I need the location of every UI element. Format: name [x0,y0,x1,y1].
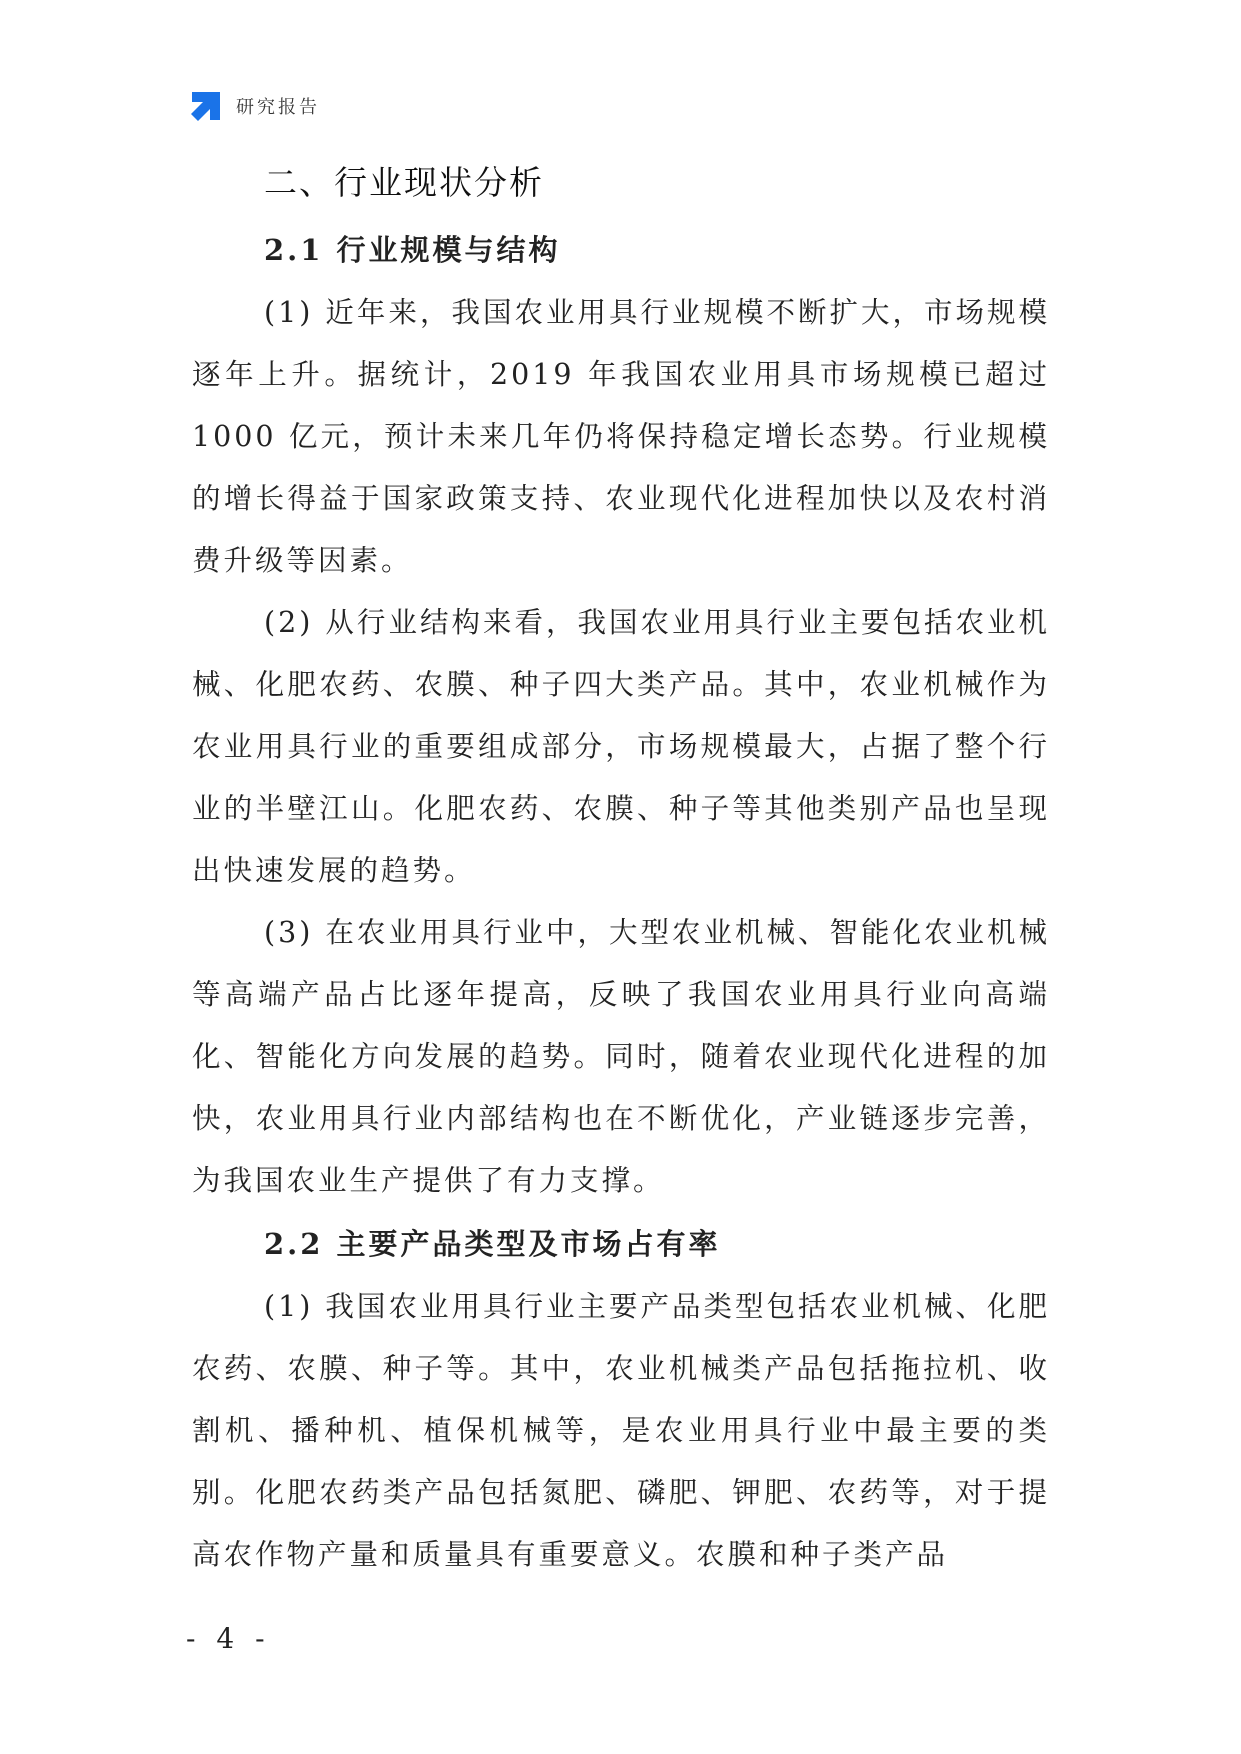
arrow-logo-icon [190,90,222,122]
page-header [190,90,320,122]
paragraph-2-1-1: (1) 近年来，我国农业用具行业规模不断扩大，市场规模逐年上升。据统计，2019 年我国农业用具市场规模已超过 1000 亿元，预计未来几年仍将保持稳定增长态势。行业规模的增长得益于国家政策支持、农业现代化进程加快以及农村消费升级等因素。 [192,296,1050,577]
paragraph-2-2-1: (1) 我国农业用具行业主要产品类型包括农业机械、化肥农药、农膜、种子等。其中，农业机械类产品包括拖拉机、收割机、播种机、植保机械等，是农业用具行业中最主要的类别。化肥农药类产品包括氮肥、磷肥、钾肥、农药等，对于提高农作物产量和质量具有重要意义。农膜和种子类产品 [192,1290,1050,1571]
paragraph-2-1-3: (3) 在农业用具行业中，大型农业机械、智能化农业机械等高端产品占比逐年提高，反映了我国农业用具行业向高端化、智能化方向发展的趋势。同时，随着农业现代化进程的加快，农业用具行业内部结构也在不断优化，产业链逐步完善，为我国农业生产提供了有力支撑。 [192,916,1050,1197]
header-label: 研究报告 [236,97,320,118]
paragraph-2-1-2: (2) 从行业结构来看，我国农业用具行业主要包括农业机械、化肥农药、农膜、种子四大类产品。其中，农业机械作为农业用具行业的重要组成部分，市场规模最大，占据了整个行业的半壁江山。化肥农药、农膜、种子等其他类别产品也呈现出快速发展的趋势。 [192,606,1050,887]
document-body [192,160,1050,1586]
section-title: 二、行业现状分析 [264,163,544,202]
subsection-title-2-1: 2.1 行业规模与结构 [264,233,561,267]
page-number: - 4 - [186,1622,271,1655]
subsection-title-2-2: 2.2 主要产品类型及市场占有率 [264,1227,721,1261]
